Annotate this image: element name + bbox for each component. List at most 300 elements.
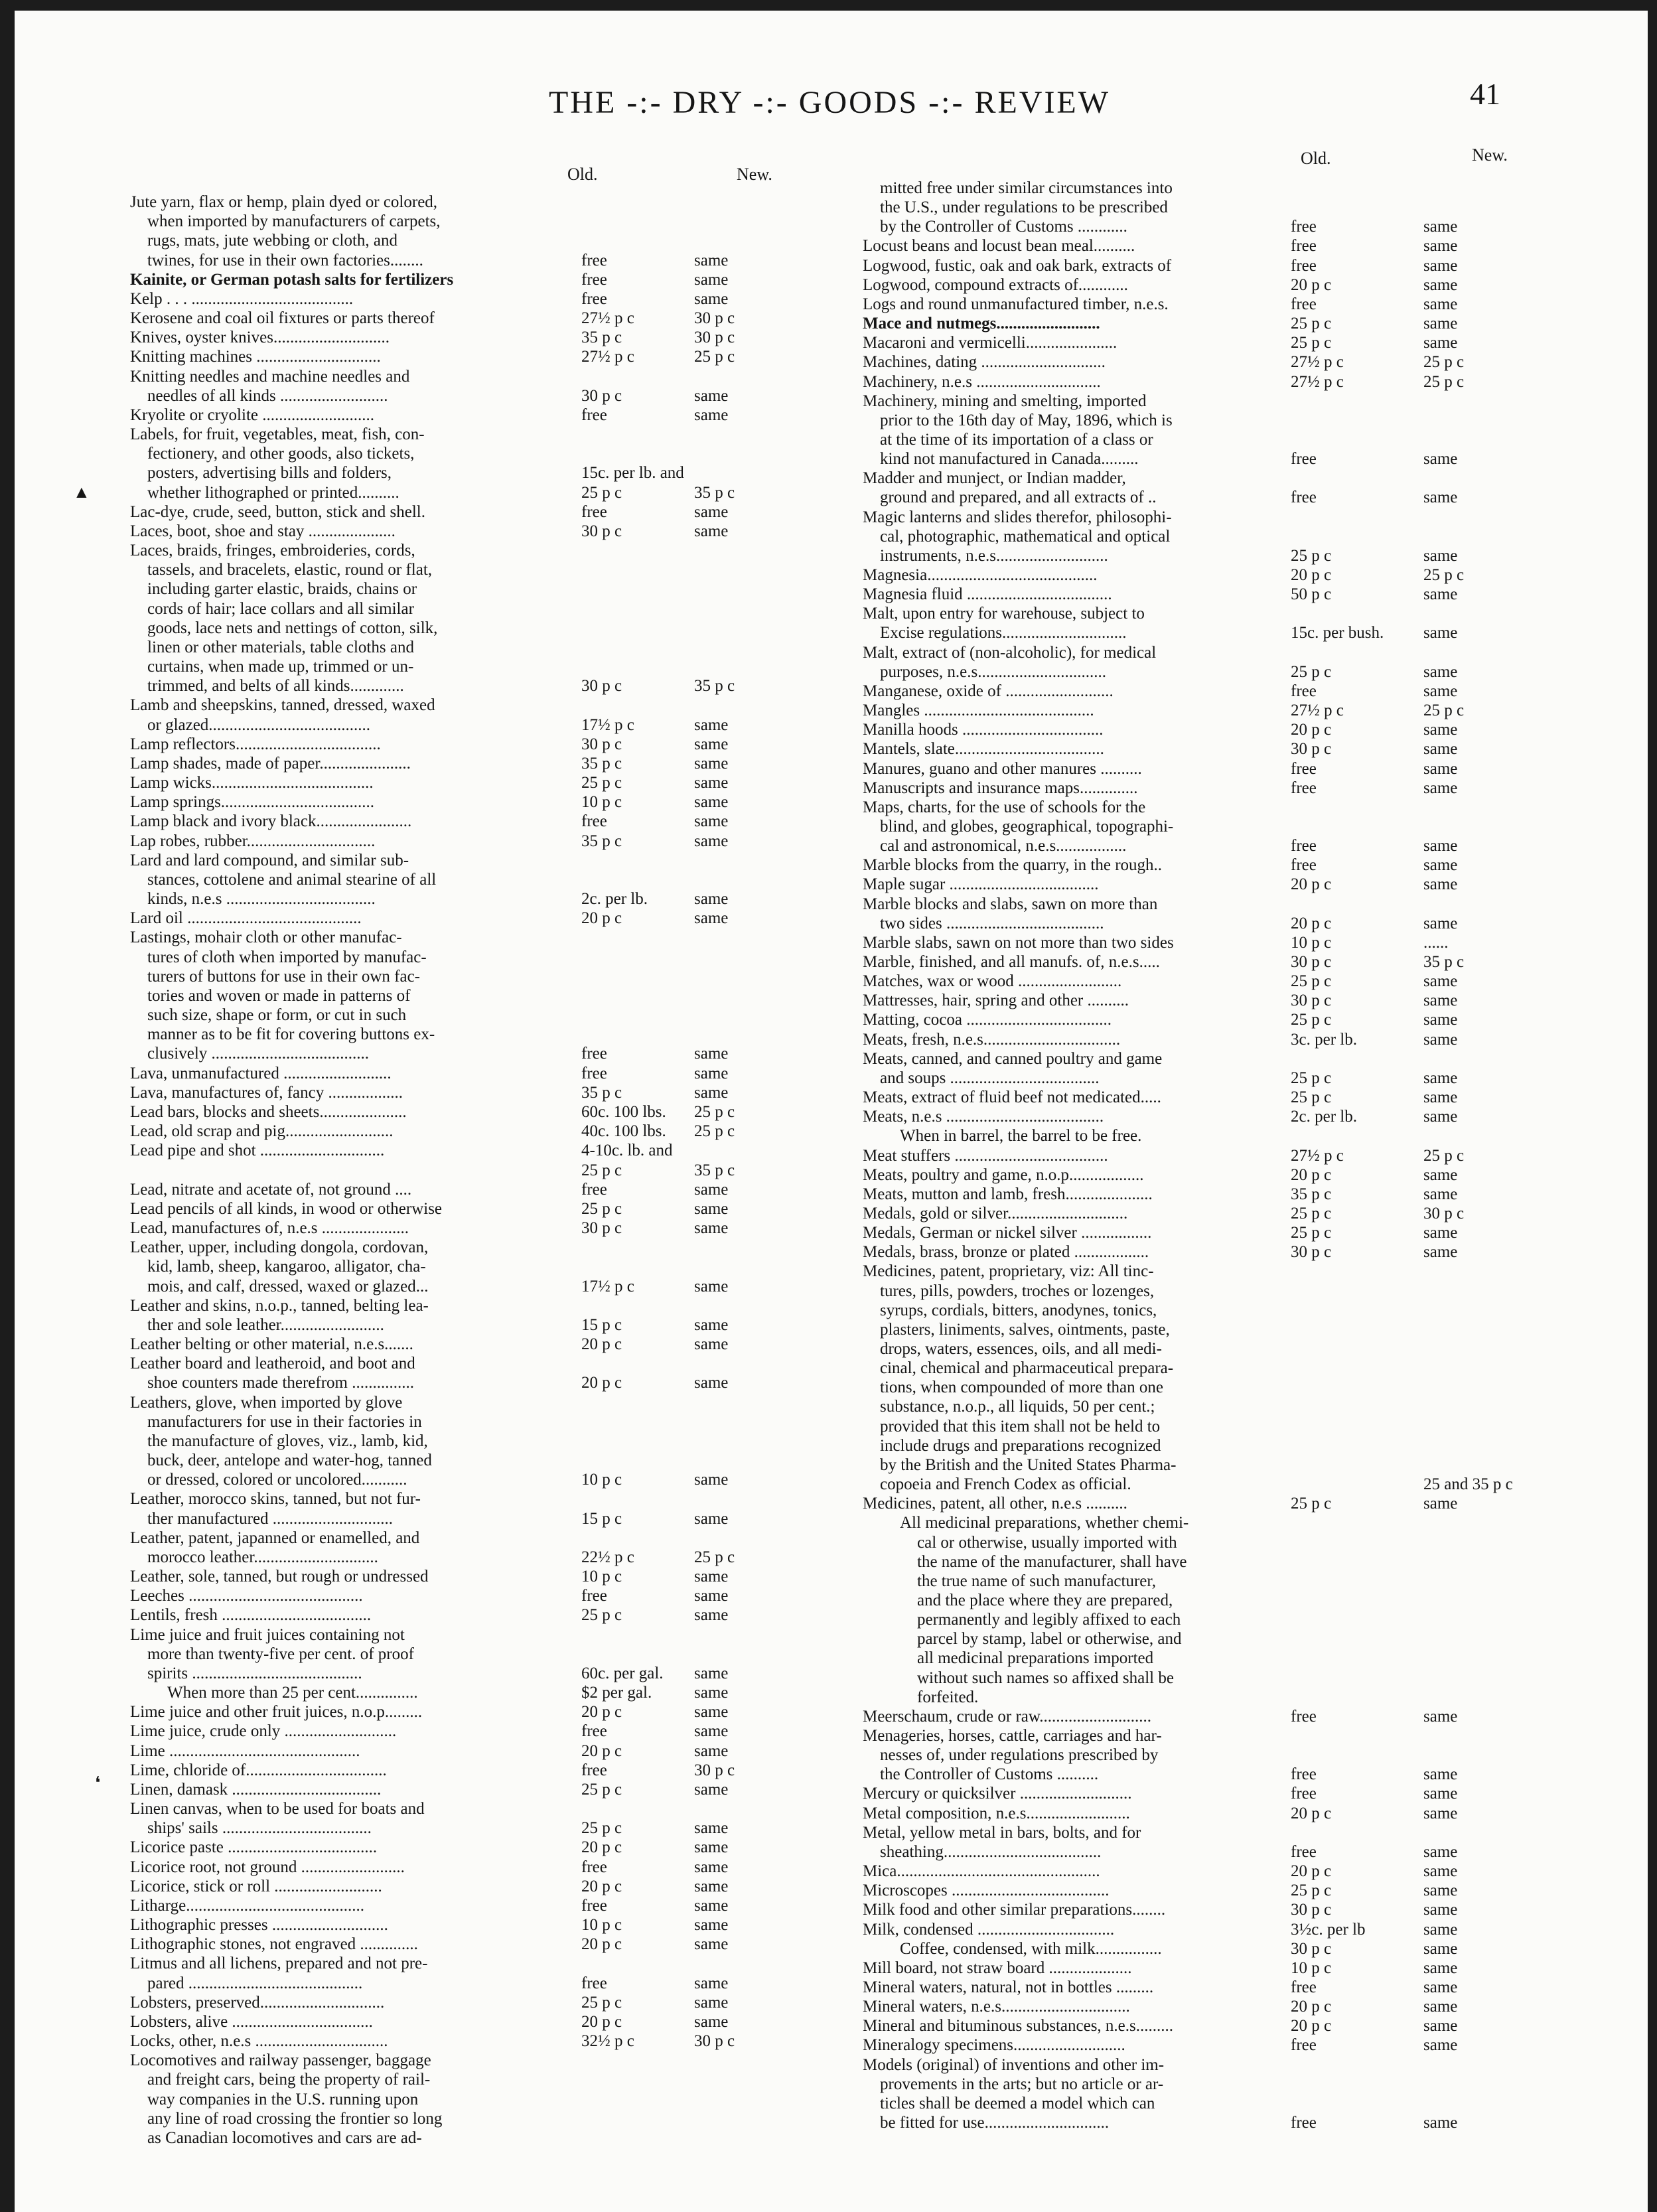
- item-description: Locks, other, n.e.s ................................: [130, 2032, 388, 2051]
- old-rate: free: [1291, 2114, 1317, 2132]
- tariff-row: [130, 1084, 853, 1102]
- tariff-row: [863, 896, 1639, 913]
- tariff-row: [863, 258, 1639, 275]
- item-description: Lobsters, preserved..............................: [130, 1993, 385, 2012]
- tariff-row: [863, 180, 1639, 197]
- tariff-row: [130, 291, 853, 308]
- new-rate: same: [1423, 295, 1458, 313]
- item-description: Medals, gold or silver.............................: [863, 1204, 1128, 1222]
- new-rate: same: [1423, 1998, 1458, 2016]
- new-rate: same: [694, 1916, 729, 1935]
- tariff-row: [863, 528, 1639, 546]
- right-tariff-column: [863, 0, 1639, 2212]
- tariff-row: [130, 1471, 853, 1489]
- new-rate: same: [694, 1741, 729, 1760]
- new-rate: same: [1423, 721, 1458, 739]
- new-rate: same: [1423, 837, 1458, 855]
- tariff-row: [863, 1147, 1639, 1165]
- item-description: tures of cloth when imported by manufac-: [147, 948, 427, 966]
- item-description: Meats, n.e.s ......................................: [863, 1108, 1104, 1126]
- tariff-row: [130, 1839, 853, 1856]
- old-rate: 22½ p c: [581, 1548, 634, 1566]
- tariff-row: [130, 1045, 853, 1063]
- old-rate: 20 p c: [581, 1877, 622, 1895]
- new-rate: same: [694, 1180, 729, 1199]
- item-description: plasters, liniments, salves, ointments, paste,: [880, 1320, 1170, 1339]
- old-rate: free: [581, 1587, 607, 1605]
- item-description: Marble blocks and slabs, sawn on more than: [863, 895, 1158, 913]
- tariff-row: [130, 1549, 853, 1566]
- tariff-row: [130, 929, 853, 946]
- new-rate: same: [1423, 1881, 1458, 1900]
- tariff-row: [130, 1452, 853, 1469]
- old-rate: free: [581, 251, 607, 269]
- item-description: Laces, braids, fringes, embroideries, cords,: [130, 542, 415, 560]
- item-description: Lentils, fresh ....................................: [130, 1606, 372, 1625]
- item-description: ships' sails ....................................: [147, 1819, 372, 1838]
- item-description: Locomotives and railway passenger, baggage: [130, 2051, 431, 2070]
- item-description: Menageries, horses, cattle, carriages and har-: [863, 1727, 1162, 1745]
- tariff-row: [863, 1341, 1639, 1358]
- old-rate: 60c. 100 lbs.: [581, 1102, 666, 1121]
- item-description: Malt, extract of (non-alcoholic), for medical: [863, 643, 1157, 662]
- tariff-row: [130, 1917, 853, 1934]
- item-description: cords of hair; lace collars and all similar: [147, 599, 414, 618]
- new-rate: same: [694, 1838, 729, 1857]
- tariff-row: [863, 625, 1639, 642]
- old-rate: 15 p c: [581, 1315, 622, 1334]
- new-rate: same: [694, 1509, 729, 1528]
- item-description: by the Controller of Customs ............: [880, 218, 1127, 236]
- item-description: Medicines, patent, proprietary, viz: All tinc-: [863, 1262, 1154, 1281]
- tariff-row: [863, 973, 1639, 990]
- item-description: blind, and globes, geographical, topographi-: [880, 817, 1174, 836]
- old-rate: 30 p c: [581, 677, 622, 696]
- old-rate: free: [581, 1896, 607, 1915]
- old-rate: free: [581, 1858, 607, 1876]
- tariff-row: [130, 1258, 853, 1276]
- item-description: tassels, and bracelets, elastic, round or flat,: [147, 561, 433, 579]
- item-description: Milk, condensed .................................: [863, 1920, 1115, 1939]
- tariff-row: [130, 1297, 853, 1315]
- old-rate: 20 p c: [1291, 914, 1332, 932]
- tariff-row: [130, 194, 853, 211]
- item-description: Meats, extract of fluid beef not medicated.....: [863, 1088, 1161, 1107]
- new-rate: same: [1423, 1707, 1458, 1726]
- tariff-row: [130, 1723, 853, 1740]
- item-description: Meats, fresh, n.e.s.................................: [863, 1030, 1121, 1049]
- tariff-row: [863, 509, 1639, 526]
- tariff-row: [863, 2095, 1639, 2112]
- tariff-row: [863, 721, 1639, 739]
- item-description: the U.S., under regulations to be prescribed: [880, 198, 1168, 217]
- new-rate: same: [1423, 856, 1458, 875]
- tariff-row: [863, 664, 1639, 681]
- new-rate: same: [1423, 1785, 1458, 1803]
- tariff-row: [863, 470, 1639, 487]
- item-description: Lobsters, alive ..................................: [130, 2012, 373, 2031]
- old-rate: free: [1291, 759, 1317, 778]
- old-rate: free: [581, 270, 607, 289]
- item-description: provided that this item shall not be held to: [880, 1417, 1161, 1436]
- item-description: Mica.................................................: [863, 1862, 1100, 1881]
- item-description: Metal, yellow metal in bars, bolts, and for: [863, 1823, 1141, 1842]
- item-description: nesses of, under regulations prescribed by: [880, 1746, 1159, 1765]
- tariff-row: [130, 2071, 853, 2089]
- new-rate: same: [1423, 1901, 1458, 1919]
- tariff-row: [130, 407, 853, 424]
- tariff-row: [863, 567, 1639, 584]
- item-description: clusively ......................................: [147, 1045, 370, 1063]
- left-new-heading: New.: [737, 165, 772, 184]
- old-rate: free: [581, 1974, 607, 1992]
- tariff-row: [863, 780, 1639, 797]
- item-description: Lava, manufactures of, fancy ..................: [130, 1083, 403, 1102]
- new-rate: 30 p c: [694, 1761, 735, 1779]
- item-description: Leather, upper, including dongola, cordovan,: [130, 1238, 429, 1257]
- new-rate: same: [1423, 624, 1458, 642]
- item-description: the true name of such manufacturer,: [917, 1572, 1156, 1590]
- item-description: and soups ....................................: [880, 1069, 1100, 1087]
- item-description: mitted free under similar circumstances into: [880, 179, 1173, 197]
- tariff-row: [863, 586, 1639, 603]
- old-rate: 35 p c: [581, 754, 622, 773]
- old-rate: free: [1291, 1842, 1317, 1861]
- tariff-row: [130, 620, 853, 637]
- item-description: Licorice paste ....................................: [130, 1838, 378, 1857]
- item-description: Medicines, patent, all other, n.e.s ..........: [863, 1495, 1127, 1513]
- item-description: Lime juice and fruit juices containing not: [130, 1625, 405, 1644]
- new-rate: same: [1423, 218, 1458, 236]
- old-rate: 50 p c: [1291, 585, 1332, 604]
- old-rate: free: [1291, 488, 1317, 507]
- new-rate: same: [694, 890, 729, 909]
- tariff-row: [130, 1162, 853, 1179]
- old-rate: 60c. per gal.: [581, 1664, 664, 1682]
- item-description: Machinery, n.e.s ..............................: [863, 372, 1101, 391]
- tariff-row: [130, 213, 853, 230]
- item-description: Lamp shades, made of paper......................: [130, 754, 411, 773]
- old-rate: 25 p c: [581, 1993, 622, 2012]
- new-rate: same: [1423, 546, 1458, 565]
- tariff-row: [863, 1979, 1639, 1996]
- tariff-row: [863, 838, 1639, 855]
- tariff-row: [130, 910, 853, 927]
- old-rate: free: [581, 1761, 607, 1779]
- tariff-row: [863, 1514, 1639, 1532]
- tariff-row: [863, 1438, 1639, 1455]
- tariff-row: [863, 876, 1639, 893]
- new-rate: same: [694, 2012, 729, 2031]
- tariff-row: [130, 2033, 853, 2050]
- item-description: buck, deer, antelope and water-hog, tanned: [147, 1451, 432, 1470]
- tariff-row: [130, 1704, 853, 1721]
- tariff-row: [130, 968, 853, 986]
- tariff-row: [863, 451, 1639, 468]
- tariff-row: [130, 271, 853, 289]
- new-rate: same: [694, 522, 729, 540]
- tariff-row: [863, 992, 1639, 1009]
- new-rate: same: [1423, 1030, 1458, 1049]
- item-description: Manuscripts and insurance maps..............: [863, 778, 1138, 797]
- tariff-row: [863, 1941, 1639, 1958]
- new-rate: 25 p c: [694, 1102, 735, 1121]
- tariff-row: [130, 1955, 853, 1972]
- tariff-row: [863, 238, 1639, 255]
- tariff-row: [863, 1844, 1639, 1861]
- item-description: kind not manufactured in Canada.........: [880, 450, 1139, 469]
- old-rate: free: [1291, 450, 1317, 469]
- tariff-row: [863, 2114, 1639, 2132]
- tariff-row: [863, 1051, 1639, 1068]
- right-new-heading: New.: [1472, 145, 1508, 165]
- item-description: Lead pencils of all kinds, in wood or otherwise: [130, 1199, 443, 1218]
- old-rate: 20 p c: [1291, 2017, 1332, 2035]
- new-rate: same: [694, 754, 729, 773]
- tariff-row: [130, 658, 853, 676]
- tariff-row: [863, 1128, 1639, 1145]
- old-rate: 10 p c: [581, 793, 622, 812]
- new-rate: same: [694, 1858, 729, 1876]
- item-description: Logwood, fustic, oak and oak bark, extracts of: [863, 256, 1172, 275]
- item-description: Licorice, stick or roll ..........................: [130, 1877, 382, 1895]
- tariff-row: [863, 1089, 1639, 1106]
- old-rate: free: [581, 289, 607, 308]
- item-description: turers of buttons for use in their own fac-: [147, 967, 420, 986]
- new-rate: same: [694, 1568, 729, 1586]
- item-description: rugs, mats, jute webbing or cloth, and: [147, 232, 398, 250]
- tariff-row: [130, 388, 853, 405]
- item-description: pared ..........................................: [147, 1974, 363, 1992]
- tariff-row: [863, 1398, 1639, 1416]
- old-rate: 2c. per lb.: [581, 890, 648, 909]
- new-rate: 35 p c: [694, 677, 735, 696]
- item-description: Leathers, glove, when imported by glove: [130, 1393, 403, 1412]
- tariff-row: [130, 2130, 853, 2147]
- tariff-row: [863, 218, 1639, 236]
- tariff-row: [863, 605, 1639, 623]
- new-rate: same: [1423, 682, 1458, 700]
- new-rate: same: [694, 1993, 729, 2012]
- old-rate: 20 p c: [1291, 1804, 1332, 1822]
- tariff-row: [130, 1123, 853, 1140]
- item-description: Medals, brass, bronze or plated ..................: [863, 1243, 1149, 1262]
- tariff-row: [863, 954, 1639, 971]
- item-description: Leather, patent, japanned or enamelled, and: [130, 1528, 420, 1547]
- old-rate: 35 p c: [581, 832, 622, 850]
- tariff-row: [863, 1302, 1639, 1319]
- old-rate: free: [1291, 1978, 1317, 1996]
- tariff-row: [130, 1801, 853, 1818]
- item-description: Lithographic stones, not engraved ..............: [130, 1935, 418, 1954]
- old-rate: 10 p c: [581, 1916, 622, 1935]
- tariff-row: [130, 871, 853, 889]
- tariff-row: [863, 489, 1639, 506]
- new-rate: same: [694, 406, 729, 424]
- tariff-row: [863, 2018, 1639, 2035]
- old-rate: 25 p c: [1291, 315, 1332, 333]
- item-description: Excise regulations..............................: [880, 624, 1127, 642]
- tariff-row: [863, 1070, 1639, 1087]
- tariff-row: [863, 1534, 1639, 1552]
- page-number: 41: [1470, 77, 1500, 111]
- item-description: cal and astronomical, n.e.s.................: [880, 837, 1127, 855]
- item-description: When in barrel, the barrel to be free.: [900, 1127, 1142, 1145]
- old-rate: 25 p c: [1291, 1495, 1332, 1513]
- tariff-row: [863, 1998, 1639, 2016]
- new-rate: same: [1423, 1088, 1458, 1107]
- old-rate: free: [1291, 1707, 1317, 1726]
- old-rate: 20 p c: [1291, 566, 1332, 584]
- tariff-row: [130, 368, 853, 386]
- new-rate: same: [1423, 1939, 1458, 1958]
- old-rate: 17½ p c: [581, 1277, 634, 1295]
- new-rate: same: [694, 1083, 729, 1102]
- old-rate: 25 p c: [1291, 1088, 1332, 1107]
- old-rate: 30 p c: [581, 735, 622, 753]
- item-description: including garter elastic, braids, chains or: [147, 580, 417, 599]
- tariff-row: [130, 949, 853, 966]
- old-rate: 32½ p c: [581, 2032, 634, 2051]
- item-description: Meat stuffers .....................................: [863, 1146, 1108, 1165]
- item-description: Linen, damask ....................................: [130, 1780, 382, 1799]
- item-description: such size, shape or form, or cut in such: [147, 1006, 407, 1025]
- new-rate: 25 p c: [1423, 353, 1465, 372]
- tariff-row: [130, 310, 853, 327]
- old-rate: 25 p c: [1291, 1069, 1332, 1087]
- item-description: Medals, German or nickel silver .................: [863, 1224, 1152, 1242]
- item-description: Lime ..............................................: [130, 1741, 360, 1760]
- tariff-row: [130, 601, 853, 618]
- tariff-row: [130, 1355, 853, 1372]
- new-rate: same: [694, 1471, 729, 1489]
- tariff-row: [130, 445, 853, 463]
- tariff-row: [130, 1607, 853, 1624]
- item-description: be fitted for use..............................: [880, 2114, 1110, 2132]
- tariff-row: [130, 1278, 853, 1295]
- tariff-row: [130, 484, 853, 502]
- old-rate: free: [1291, 218, 1317, 236]
- item-description: Leather board and leatheroid, and boot and: [130, 1355, 415, 1373]
- new-rate: same: [694, 1199, 729, 1218]
- new-rate: same: [1423, 1069, 1458, 1087]
- tariff-row: [863, 1554, 1639, 1571]
- new-rate: same: [1423, 662, 1458, 681]
- old-rate: 20 p c: [581, 909, 622, 928]
- new-rate: same: [1423, 759, 1458, 778]
- old-rate: 20 p c: [1291, 1998, 1332, 2016]
- tariff-row: [130, 1104, 853, 1121]
- item-description: Mineralogy specimens...........................: [863, 2036, 1125, 2055]
- tariff-row: [863, 296, 1639, 313]
- item-description: and the place where they are prepared,: [917, 1591, 1173, 1609]
- old-rate: free: [581, 1180, 607, 1199]
- tariff-row: [130, 1491, 853, 1508]
- new-rate: same: [694, 1684, 729, 1702]
- old-rate: 10 p c: [581, 1471, 622, 1489]
- item-description: any line of road crossing the frontier so long: [147, 2109, 443, 2128]
- new-rate: same: [694, 1064, 729, 1082]
- new-rate: 35 p c: [694, 483, 735, 502]
- tariff-row: [863, 644, 1639, 662]
- new-rate: same: [694, 386, 729, 405]
- item-description: manufacturers for use in their factories in: [147, 1412, 422, 1431]
- old-rate: 35 p c: [581, 329, 622, 347]
- old-rate: 25 p c: [1291, 1204, 1332, 1222]
- new-rate: same: [1423, 450, 1458, 469]
- tariff-row: [863, 1263, 1639, 1280]
- old-rate: 27½ p c: [1291, 372, 1344, 391]
- old-rate: 25 p c: [1291, 972, 1332, 991]
- old-rate: 3c. per lb.: [1291, 1030, 1357, 1049]
- old-rate: free: [1291, 778, 1317, 797]
- tariff-row: [130, 1820, 853, 1837]
- tariff-row: [130, 1859, 853, 1876]
- old-rate: 27½ p c: [1291, 701, 1344, 720]
- item-description: Logwood, compound extracts of............: [863, 275, 1128, 294]
- new-rate: same: [694, 1877, 729, 1895]
- tariff-row: [130, 1414, 853, 1431]
- new-rate: same: [1423, 1958, 1458, 1977]
- old-rate: 20 p c: [1291, 275, 1332, 294]
- old-rate: free: [1291, 295, 1317, 313]
- old-rate: 30 p c: [1291, 1901, 1332, 1919]
- new-rate: same: [1423, 2114, 1458, 2132]
- tariff-row: [130, 329, 853, 346]
- item-description: Lard oil ..........................................: [130, 909, 362, 928]
- old-rate: free: [1291, 682, 1317, 700]
- old-rate: 20 p c: [1291, 875, 1332, 894]
- old-rate: 40c. 100 lbs.: [581, 1122, 666, 1141]
- item-description: curtains, when made up, trimmed or un-: [147, 658, 414, 676]
- item-description: Leather belting or other material, n.e.s.......: [130, 1335, 413, 1354]
- old-rate: 25 p c: [1291, 334, 1332, 352]
- tariff-row: [130, 1374, 853, 1392]
- new-rate: same: [1423, 778, 1458, 797]
- old-rate: 20 p c: [1291, 721, 1332, 739]
- tariff-row: [863, 702, 1639, 719]
- tariff-row: [130, 813, 853, 830]
- new-rate: same: [694, 1935, 729, 1954]
- tariff-row: [130, 1878, 853, 1895]
- old-rate: 25 p c: [581, 774, 622, 792]
- old-rate: 30 p c: [1291, 740, 1332, 759]
- old-rate: 10 p c: [1291, 1958, 1332, 1977]
- item-description: Lastings, mohair cloth or other manufac-: [130, 928, 402, 947]
- tariff-row: [130, 1936, 853, 1953]
- item-description: Lithographic presses ............................: [130, 1916, 388, 1935]
- tariff-row: [863, 1573, 1639, 1590]
- item-description: Jute yarn, flax or hemp, plain dyed or colored,: [130, 193, 438, 211]
- old-rate: 27½ p c: [581, 348, 634, 366]
- new-rate: same: [1423, 1862, 1458, 1881]
- item-description: Mineral waters, n.e.s...............................: [863, 1998, 1130, 2016]
- new-rate: same: [1423, 875, 1458, 894]
- item-description: Manganese, oxide of ..........................: [863, 682, 1114, 700]
- item-description: Mineral and bituminous substances, n.e.s.........: [863, 2017, 1173, 2035]
- old-rate: $2 per gal.: [581, 1684, 652, 1702]
- tariff-row: [130, 252, 853, 269]
- item-description: Mill board, not straw board ....................: [863, 1958, 1132, 1977]
- tariff-row: [130, 2052, 853, 2069]
- old-rate: free: [1291, 256, 1317, 275]
- item-description: Lamb and sheepskins, tanned, dressed, waxed: [130, 696, 435, 715]
- new-rate: same: [1423, 1011, 1458, 1029]
- new-rate: 30 p c: [694, 2032, 735, 2051]
- item-description: the manufacture of gloves, viz., lamb, kid,: [147, 1432, 428, 1450]
- item-description: Lamp reflectors...................................: [130, 735, 381, 753]
- new-rate: same: [1423, 488, 1458, 507]
